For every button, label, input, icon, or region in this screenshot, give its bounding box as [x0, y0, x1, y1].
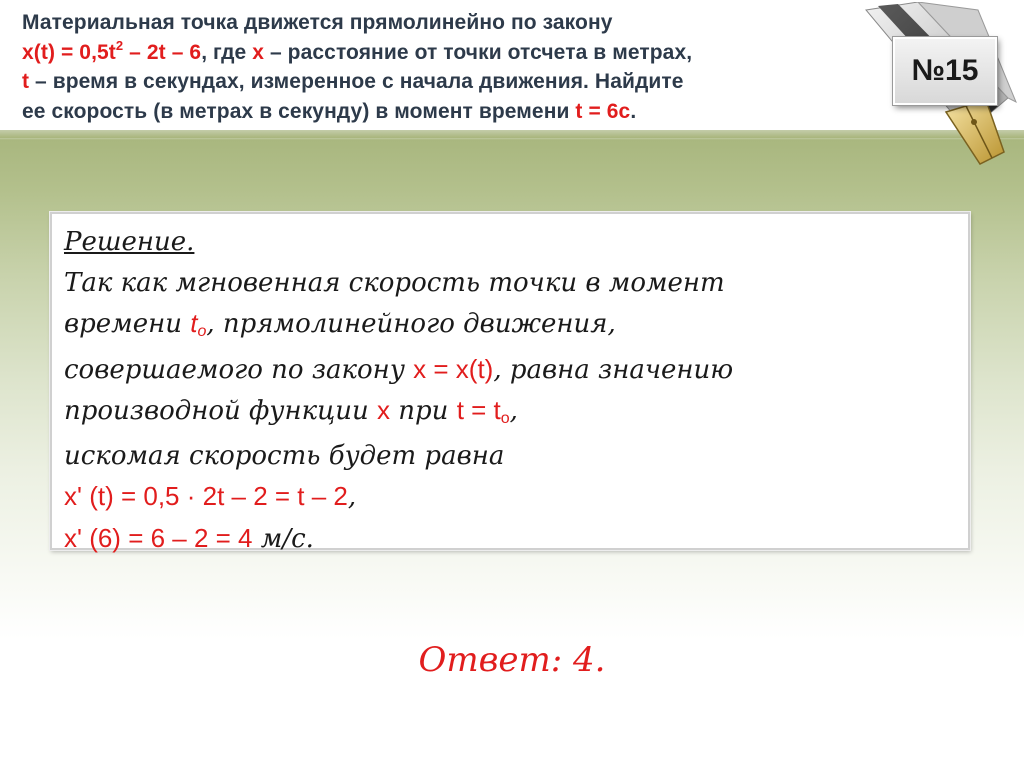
solution-line-4 — [64, 390, 956, 436]
problem-text: ее скорость (в метрах в секунду) в момент времени — [22, 99, 576, 123]
problem-line-4 — [22, 97, 882, 127]
solution-line-7 — [64, 518, 956, 560]
condition-t-equals-t0 — [457, 395, 510, 425]
formula-exponent: 2 — [115, 37, 124, 53]
problem-statement — [22, 8, 882, 126]
velocity-unit: м/с. — [252, 523, 314, 554]
solution-text: , — [347, 482, 357, 512]
problem-text: . — [630, 99, 637, 123]
subscript-o: o — [197, 323, 207, 340]
solution-text: производной функции — [64, 396, 378, 426]
solution-text: Так как мгновенная скорость точки в момент — [64, 267, 725, 298]
solution-heading-line — [64, 222, 956, 263]
problem-line-3 — [22, 67, 882, 97]
solution-text: искомая скорость будет равна — [64, 440, 505, 471]
motion-law: x = x(t) — [413, 353, 494, 384]
problem-text: , где — [201, 40, 253, 64]
solution-line-5 — [64, 436, 956, 477]
subscript-o: o — [500, 410, 510, 427]
solution-box — [50, 212, 970, 554]
problem-text: – расстояние от точки отсчета в метрах, — [264, 40, 693, 64]
solution-line-3 — [64, 349, 956, 391]
solution-text: времени — [64, 309, 191, 339]
solution-line-2 — [64, 303, 956, 349]
formula-rest: – 2t – 6 — [123, 40, 202, 64]
solution-heading: Решение. — [64, 227, 195, 257]
problem-line-2 — [22, 38, 882, 68]
problem-text: Материальная точка движется прямолинейно по закону — [22, 11, 613, 34]
solution-text: совершаемого по закону — [64, 354, 414, 385]
problem-line-1 — [22, 8, 882, 38]
problem-formula — [22, 37, 202, 64]
slide-number-badge — [893, 37, 997, 105]
derivative-formula: x' (t) = 0,5 · 2t – 2 = t – 2 — [64, 481, 348, 511]
slide-number: №15 — [911, 54, 979, 87]
solution-text: при — [390, 396, 457, 426]
variable-t0 — [190, 308, 206, 338]
time-value: t = 6c — [575, 99, 631, 123]
solution-text: , равна значению — [493, 354, 734, 385]
solution-line-1 — [64, 263, 956, 304]
velocity-result: x' (6) = 6 – 2 = 4 — [64, 522, 253, 553]
solution-text: , — [509, 396, 518, 426]
variable-t: t — [22, 70, 30, 93]
condition-text: t = t — [456, 395, 501, 425]
variable-x: x — [252, 40, 265, 64]
variable-x: x — [377, 395, 391, 425]
formula-part: x(t) = 0,5t — [22, 40, 116, 64]
problem-text: – время в секундах, измеренное с начала движения. Найдите — [29, 70, 684, 93]
variable-t: t — [190, 308, 198, 338]
solution-text: , прямолинейного движения, — [206, 309, 616, 339]
answer: Ответ: 4. — [418, 640, 606, 680]
solution-line-6 — [64, 476, 956, 518]
